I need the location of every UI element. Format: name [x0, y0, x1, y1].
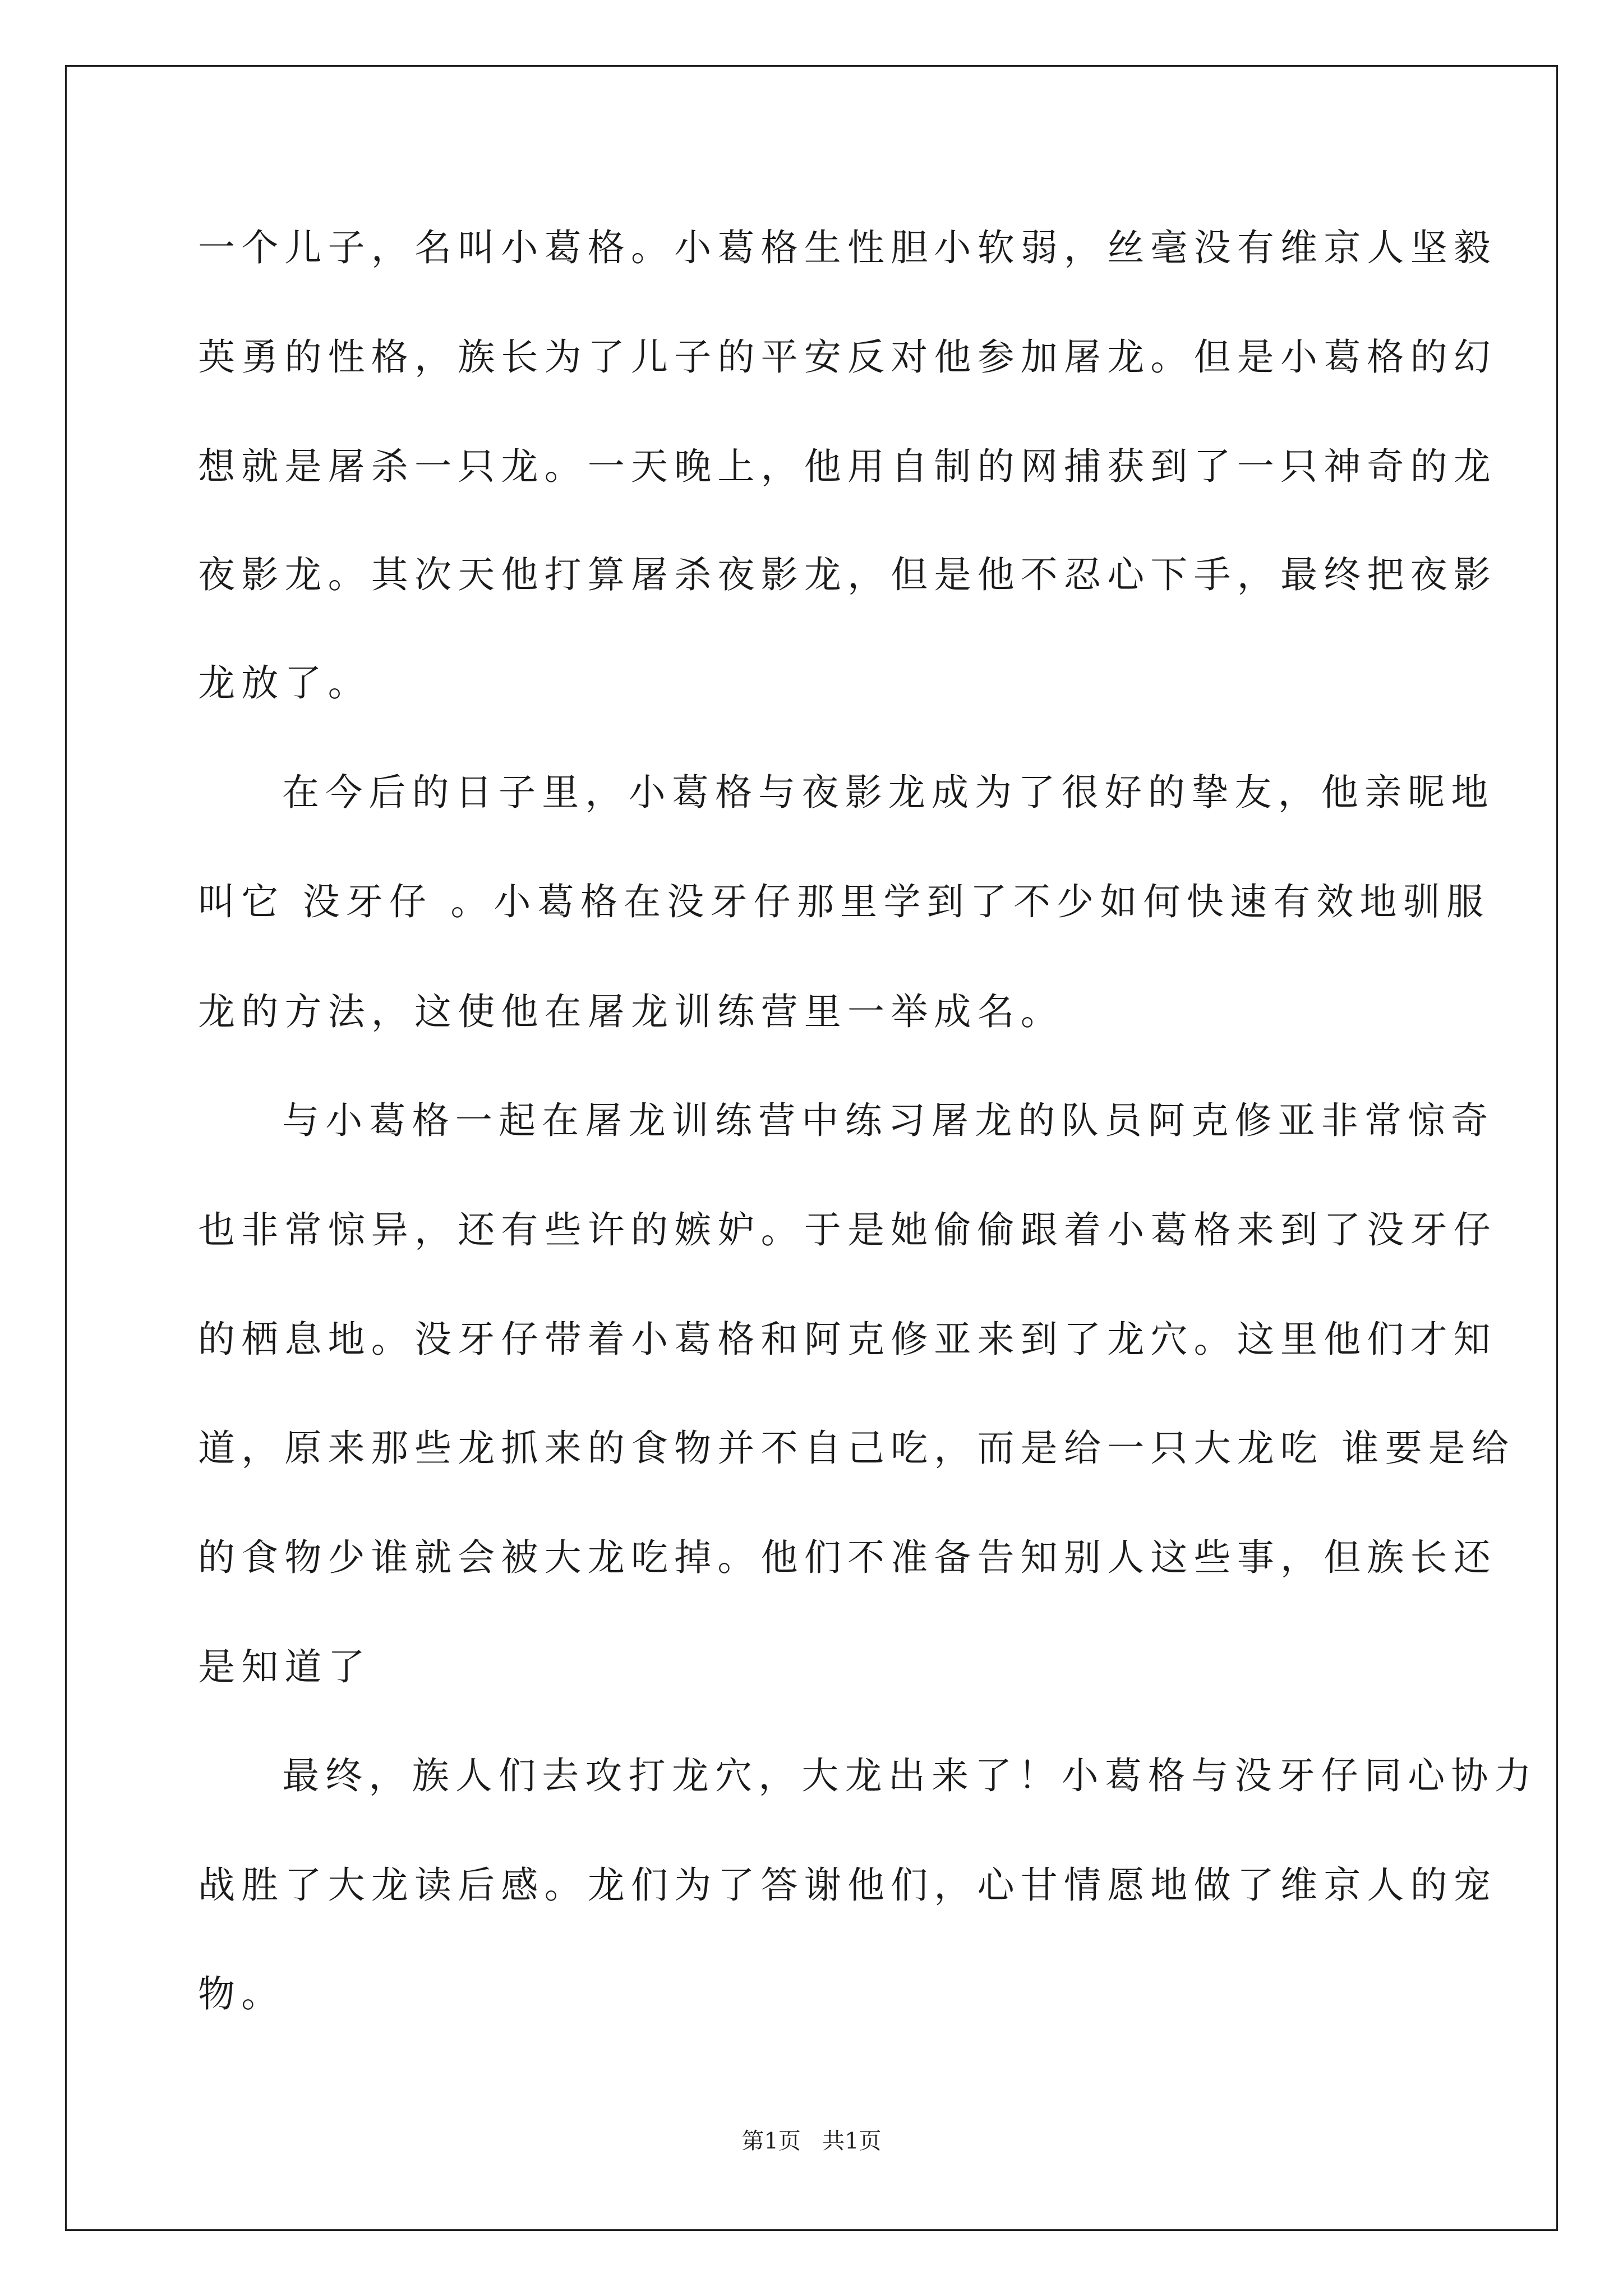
text-line: 也非常惊异，还有些许的嫉妒。于是她偷偷跟着小葛格来到了没牙仔: [198, 1208, 1497, 1251]
text-line: 最终，族人们去攻打龙穴，大龙出来了！小葛格与没牙仔同心协力: [282, 1754, 1538, 1797]
text-line: 在今后的日子里，小葛格与夜影龙成为了很好的挚友，他亲昵地: [282, 771, 1495, 814]
text-line: 道，原来那些龙抓来的食物并不自己吃，而是给一只大龙吃 谁要是给: [198, 1427, 1515, 1470]
text-line: 一个儿子，名叫小葛格。小葛格生性胆小软弱，丝毫没有维京人坚毅: [198, 226, 1497, 269]
text-line: 是知道了: [198, 1645, 371, 1688]
text-line: 英勇的性格，族长为了儿子的平安反对他参加屠龙。但是小葛格的幻: [198, 335, 1497, 379]
text-line: 叫它 没牙仔 。小葛格在没牙仔那里学到了不少如何快速有效地驯服: [198, 880, 1490, 923]
text-line: 的食物少谁就会被大龙吃掉。他们不准备告知别人这些事，但族长还: [198, 1536, 1497, 1579]
page-footer: [0, 2127, 1623, 2155]
text-line: 的栖息地。没牙仔带着小葛格和阿克修亚来到了龙穴。这里他们才知: [198, 1318, 1497, 1361]
text-line: 想就是屠杀一只龙。一天晚上，他用自制的网捕获到了一只神奇的龙: [198, 445, 1497, 488]
text-line: 夜影龙。其次天他打算屠杀夜影龙，但是他不忍心下手，最终把夜影: [198, 553, 1497, 596]
page-number: 第1页: [741, 2128, 801, 2154]
text-line: 物。: [198, 1972, 285, 2016]
text-line: 与小葛格一起在屠龙训练营中练习屠龙的队员阿克修亚非常惊奇: [282, 1099, 1495, 1142]
text-line: 战胜了大龙读后感。龙们为了答谢他们，心甘情愿地做了维京人的宠: [198, 1864, 1497, 1907]
text-line: 龙的方法，这使他在屠龙训练营里一举成名。: [198, 990, 1064, 1033]
text-line: 龙放了。: [198, 661, 371, 705]
page-total: 共1页: [822, 2128, 882, 2154]
